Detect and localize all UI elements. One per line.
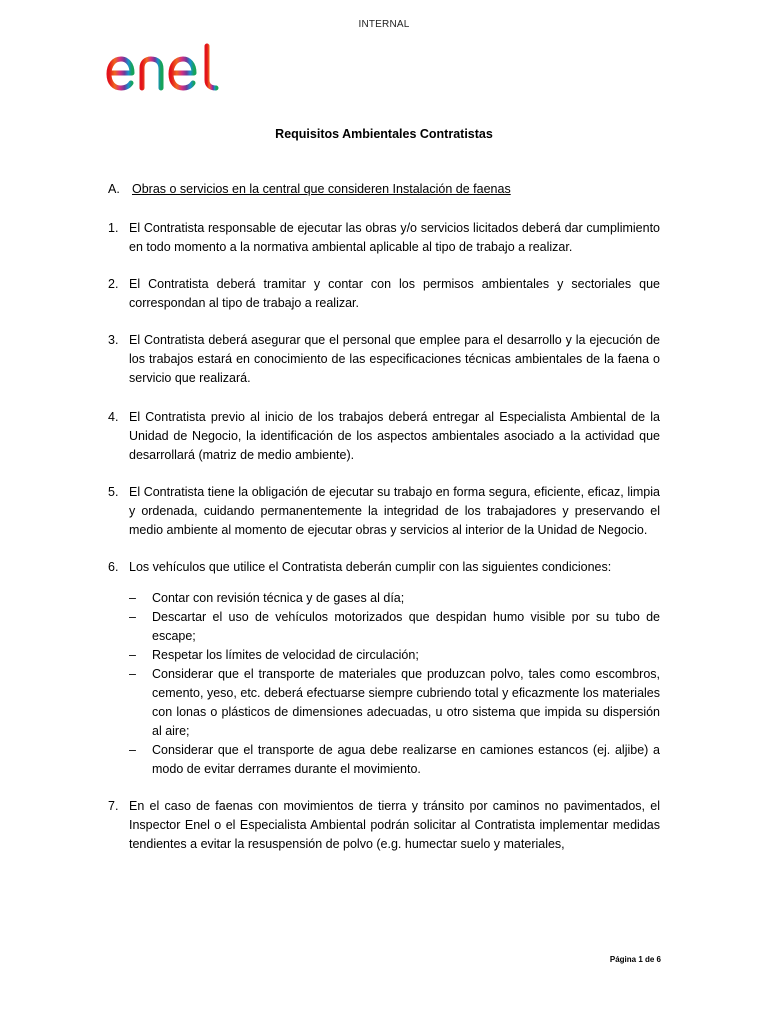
item-text: Los vehículos que utilice el Contratista deberán cumplir con las siguientes condiciones: <box>129 560 612 574</box>
section-heading-text: Obras o servicios en la central que consideren Instalación de faenas <box>132 182 511 196</box>
item-number: 4. <box>108 410 119 424</box>
dash-bullet: – <box>129 743 136 757</box>
enel-logo <box>104 40 230 96</box>
page-number: Página 1 de 6 <box>609 955 661 964</box>
section-letter: A. <box>108 182 120 196</box>
dash-bullet: – <box>129 610 136 624</box>
classification-label: INTERNAL <box>358 19 410 30</box>
list-item <box>108 558 660 577</box>
item-number: 6. <box>108 560 119 574</box>
sub-list-item <box>129 589 660 608</box>
dash-bullet: – <box>129 648 136 662</box>
list-item <box>108 483 660 540</box>
sub-item-text: Considerar que el transporte de materiales que produzcan polvo, tales como escombros, cemento, yeso, etc. deberá efectuarse siempre cubriendo total y eficazmente los materiales con lonas o plásticos de dimensiones adecuadas, u otro sistema que impida su dispersión al aire; <box>152 667 660 738</box>
section-heading <box>108 182 660 196</box>
sub-item-text: Descartar el uso de vehículos motorizados que despidan humo visible por su tubo de escape; <box>152 610 660 643</box>
vehicle-conditions-list <box>129 589 660 779</box>
item-number: 2. <box>108 277 119 291</box>
sub-list-item <box>129 608 660 646</box>
list-item <box>108 219 660 257</box>
sub-list-item <box>129 646 660 665</box>
document-title: Requisitos Ambientales Contratistas <box>275 127 493 141</box>
item-text: El Contratista tiene la obligación de ejecutar su trabajo en forma segura, eficiente, eficaz, limpia y ordenada, cuidando permanentemente la integridad de los trabajadores y preservando el medio ambiente al momento de ejecutar obras y servicios al interior de la Unidad de Negocio. <box>129 485 660 537</box>
sub-list-item <box>129 665 660 741</box>
dash-bullet: – <box>129 591 136 605</box>
item-text: El Contratista previo al inicio de los trabajos deberá entregar al Especialista Ambiental de la Unidad de Negocio, la identificación de los aspectos ambientales asociado a la actividad que desarrollará (matriz de medio ambiente). <box>129 410 660 462</box>
sub-list-item <box>129 741 660 779</box>
item-number: 3. <box>108 333 119 347</box>
list-item <box>108 331 660 388</box>
sub-item-text: Considerar que el transporte de agua debe realizarse en camiones estancos (ej. aljibe) a modo de evitar derrames durante el movimiento. <box>152 743 660 776</box>
item-number: 5. <box>108 485 119 499</box>
sub-item-text: Respetar los límites de velocidad de circulación; <box>152 648 419 662</box>
item-number: 7. <box>108 799 119 813</box>
sub-item-text: Contar con revisión técnica y de gases al día; <box>152 591 405 605</box>
item-number: 1. <box>108 221 119 235</box>
requirements-list <box>108 219 660 854</box>
list-item <box>108 797 660 854</box>
item-text: El Contratista responsable de ejecutar las obras y/o servicios licitados deberá dar cumplimiento en todo momento a la normativa ambiental aplicable al tipo de trabajo a realizar. <box>129 221 660 254</box>
list-item <box>108 408 660 465</box>
dash-bullet: – <box>129 667 136 681</box>
item-text: El Contratista deberá asegurar que el personal que emplee para el desarrollo y la ejecución de los trabajos estará en conocimiento de las especificaciones técnicas ambientales de la faena o servicio que realizará. <box>129 333 660 385</box>
item-text: En el caso de faenas con movimientos de tierra y tránsito por caminos no pavimentados, el Inspector Enel o el Especialista Ambiental podrán solicitar al Contratista implementar medidas tendientes a evitar la resuspensión de polvo (e.g. humectar suelo y materiales, <box>129 799 660 851</box>
item-text: El Contratista deberá tramitar y contar con los permisos ambientales y sectoriales que correspondan al tipo de trabajo a realizar. <box>129 277 660 310</box>
list-item <box>108 275 660 313</box>
